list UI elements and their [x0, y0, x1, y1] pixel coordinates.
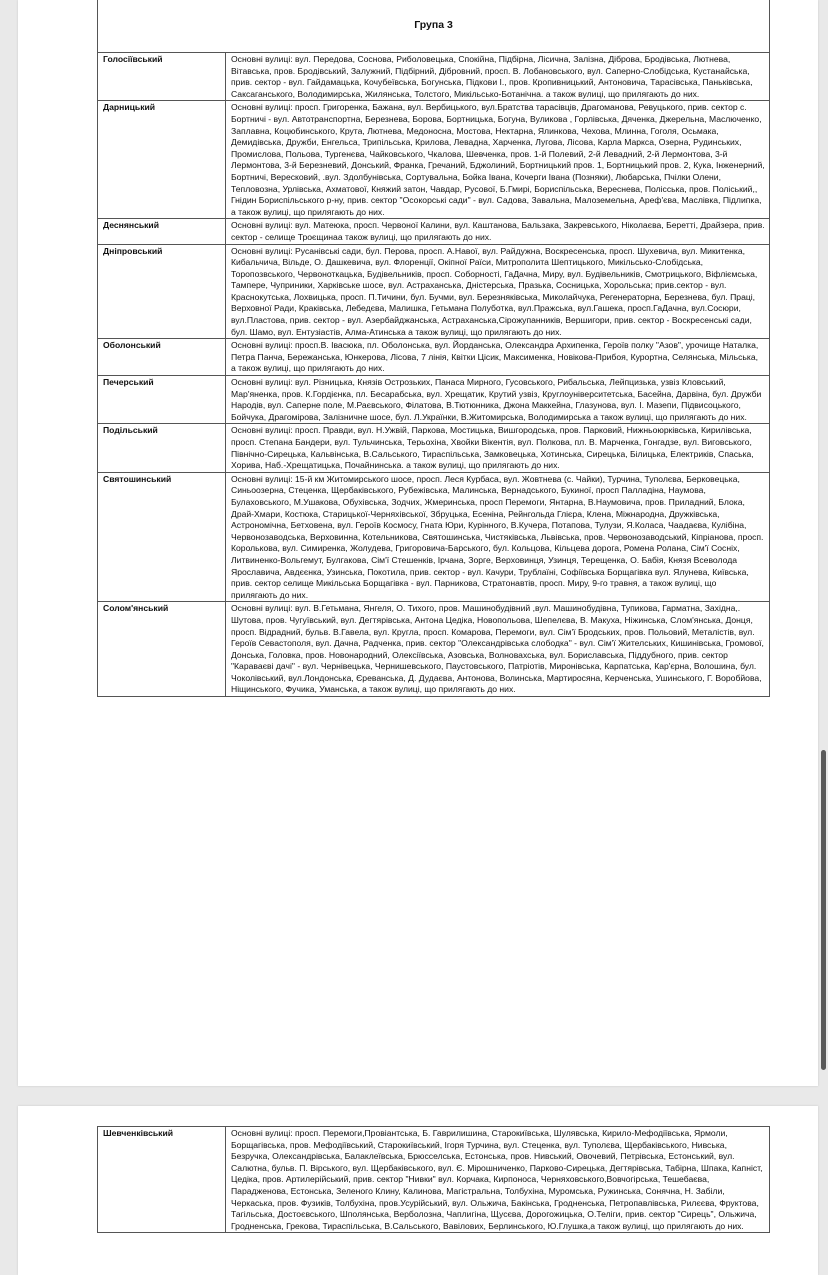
table-row: [98, 424, 770, 472]
district-streets: Основні вулиці: вул. Різницька, Князів Острозьких, Панаса Мирного, Гусовського, Рибальська, Лейпцизька, узвіз Кловський, Мар'яненка, пров. К.Гордієнка, пл. Бесарабська, вул. Хрещатик, Крутий узвіз, Круглоуніверситетська, Басейна, Дарвіна, бул. Дружби Народів, вул. Саперне поле, М.Раєвського, Філатова, В.Тютюнника, Джона Маккейна, Глазунова, вул. І. Мазепи, Підвисоцького, Бойчука, Драгомірова, Залізничне шосе, бул. Л.Українки, В.Житомирська, Володимирська а також вулиці, що прилягають до них.: [226, 376, 770, 424]
district-streets: Основні вулиці: вул. Передова, Соснова, Риболовецька, Спокійна, Підбірна, Лісична, Залізна, Діброва, Бродівська, Лютнева, Вітавська, пров. Бродівський, Залужний, Підбірний, Дібровний, просп. В. Лобановського, вул. Саперно-Слобідська, Кустанайська, прив. сектор - вул. Гайдамацька, Кочубеївська, Богунська, Підкови І., пров. Кропивницький, Антоновича, Тарасівська, Паньківська, Саксаганського, Володимирська, Жилянська, Толстого, Микільсько-Ботанічна. а також вулиці, що прилягають до них.: [226, 53, 770, 101]
district-name: Печерський: [98, 376, 226, 424]
district-name: Оболонський: [98, 339, 226, 376]
district-streets: Основні вулиці: вул. В.Гетьмана, Янгеля, О. Тихого, пров. Машинобудівний ,вул. Машинобудівна, Тупикова, Гарматна, Західна,. Шутова, пров. Чугуївський, вул. Дегтярівська, Антона Цедіка, Новопольова, Шепелєва, В. Макуха, Ніжинська, Слом'янська, Донця, просп. Відрадний, бульв. В.Гавела, вул. Кругла, просп. Комарова, Перемоги, вул. Сім'ї Бродських, пров. Польовий, Металістів, вул. Героїв Севастополя, вул. Дачна, Радченка, прив. сектор "Олександрівська слободка" - вул. Сім'ї Жителських, Кишинівська, Громової, Донська, Головка, пров. Новонародний, Олексіївська, Азовська, Волновахська, вул. Бориславська, Піддубного, прив. сектор "Караваєві дачі" - вул. Чернівецька, Чернишевського, Паустовського, Патріотів, Миронівська, Карпатська, Кар'єрна, Волошина, бул. Чоколівський, вул.Лондонська, Єреванська, Д. Дудаєва, Антонова, Волинська, Мартиросяна, Керченська, Ушинського, Г. Воробйова, Ніщинського, Фучика, Уманська, а також вулиці, що прилягають до них.: [226, 602, 770, 697]
group-title: Група 3: [98, 0, 770, 53]
district-name: Деснянський: [98, 219, 226, 244]
district-name: Солом'янський: [98, 602, 226, 697]
district-streets: Основні вулиці: просп.В. Івасюка, пл. Оболонська, вул. Йорданська, Олександра Архипенка, Героїв полку "Азов", урочище Наталка, Петра Панча, Бережанська, Юнкерова, Лісова, 7 лінія, Квітки Цісик, Максименка, Новікова-Прибоя, Курортна, Селянська, Мільська, а також вулиці, що прилягають до них.: [226, 339, 770, 376]
district-name: Дніпровський: [98, 244, 226, 339]
group-table: [97, 0, 770, 697]
table-row: [98, 376, 770, 424]
table-row: [98, 472, 770, 602]
table-header-row: [98, 0, 770, 53]
document-page-1: [18, 0, 818, 1086]
district-streets: Основні вулиці: вул. Матеюка, просп. Червоної Калини, вул. Каштанова, Бальзака, Закревського, Ніколаєва, Беретті, Драйзера, прив. сектор - селище Троєщинаа також вулиці, що прилягають до них.: [226, 219, 770, 244]
document-page-2: [18, 1106, 818, 1275]
district-streets: Основні вулиці: просп. Перемоги,Провіантська, Б. Гаврилишина, Старокиївська, Шулявська, Кирило-Мефодіївська, Ярмоли, Борщагівська, пров. Мефодіївський, Старокиївський, Ігоря Турчина, вул. Стеценка, вул. Туполєва, Щербаківського, Нивська, Безручка, Олександрівська, Балаклеївська, Брюсселська, Естонська, пров. Нивський, Овочевий, Петрівська, Естонський, вул. Салютна, бульв. П. Вірського, вул. Щербаківського, вул. Є. Мірошниченко, Парково-Сирецька, Дегтярівська, Табірна, Шпака, Капніст, Цедіка, пров. Артилерійський, прив. сектор "Нивки" вул. Корчака, Кирпоноса, Черняховського,Вовчогірська, Тешебаєва, Парадженова, Естонська, Зеленого Клину, Калинова, Магістральна, Толбухіна, Муромська, Ружинська, Сонячна, Н. Забіли, Черкаська, пров. Фузиків, Толбухіна, пров.Усурійський, вул. Ольжича, Бакінська, Гродненська, Петропавлівська, Рилєєва, Фруктова, Тагільська, Достоєвського, Шполянська, Верболозна, Чаплигіна, Щусєва, Дорогожицька, О.Теліги, прив. сектор "Сирець", Ольжича, Гродненська, Грекова, Тираспільська, В.Сальського, Вавілових, Берлинського, Ю.Глушка,а також вулиці, що прилягають до них.: [226, 1127, 770, 1233]
table-row: [98, 219, 770, 244]
scrollbar-thumb[interactable]: [821, 750, 826, 1070]
table-row: [98, 53, 770, 101]
district-streets: Основні вулиці: 15-й км Житомирського шосе, просп. Леся Курбаса, вул. Жовтнева (с. Чайки), Турчина, Туполєва, Берковецька, Синьоозерна, Стеценка, Щербаківського, Рубежівська, Малинська, Вернадського, Букиної, просп Палладіна, Наумова, Булаховського, М.Ушакова, Обухівська, Зодчих, Жмеринська, просп Перемоги, Янтарна, В.Наумовича, пров. Приладний, Блока, Драй-Хмари, Костюка, Старицької-Черняхівської, Збруцька, Есеніна, Рейнгольда Глієра, Клена, Міжнародна, Дружківська, Астрономічна, Бетховена, вул. Героїв Космосу, Гната Юри, Курінного, В.Кучера, Потапова, Тулузи, Я.Коласа, Чаадаєва, Кулібіна, Червонозаводська, Верховинна, Котельникова, Святошинська, Чистяківська, Львівська, пров. Червонозаводський, Кіпріанова, просп. Королькова, вул. Симиренка, Жолудева, Григоровича-Барського, бул. Кольцова, Кільцева дорога, Ромена Ролана, Сім'ї Сосніх, Литвиненко-Вольгемут, Булгакова, Сім'ї Стешенків, Ірчана, Зорге, Верховинця, Узинця, Терещенка, О. Бабія, Князя Всеволода Ярославича, Авдєєнка, Узинська, Покотила, прив. сектор - вул. Качури, Трублаїні, Софіївська Борщагівка вул. Ялунева, Київська, прив. сектор селище Микільська Борщагівка - вул. Парникова, Стратонавтів, просп. Миру, 9-го травня, а також вулиці, що прилягають до них.: [226, 472, 770, 602]
district-streets: Основні вулиці: просп. Григоренка, Бажана, вул. Вербицького, вул.Братства тарасівців, Драгоманова, Ревуцького, прив. сектор с. Бортничі - вул. Автотранспортна, Березнева, Борова, Бортницька, Богуна, Вуликова , Горлівська, Дяченка, Джерельна, Маслюченко, Заплавна, Коцюбинського, Крута, Лютнева, Медоноcна, Мостова, Нектарна, Ялинкова, Чехова, Млинна, Гоголя, Осьмака, Демидівська, Дружби, Енгельса, Трипільська, Крилова, Левадна, Харченка, Лугова, Лісова, Карла Маркса, Озерна, Рудинських, Промислова, Польова, Тургенєва, Чайковського, Чкалова, Шевченка, пров. 1-й Полевий, 2-й Левадний, 2-й Лермонтова, 3-й Лермонтова, 3-й Березневий, Донський, Франка, Гречаний, Бджолиний, Бортницький пров. 1, Бортницький пров. 2, Кука, Інженерний, Бортничі, Вересковий, .вул. Здолбунівська, Сортувальна, Бойка Івана, Кочерги Івана (Позняки), Любарська, Пчілки Олени, Тепловозна, Урлівська, Ахматової, Княжий затон, Чавдар, Русової, Б.Гмирі, Бориспільська, Вереснева, Полісська, пров. Поліський,, Гнідин Бориспільського р-ну, прив. сектор "Осокорські сади" - вул. Садова, Завальна, Малоземельна, Ареф'єва, Маслівка, Підлипка, а також вулиці, що прилягають до них.: [226, 101, 770, 219]
table-row: [98, 339, 770, 376]
district-streets: Основні вулиці: просп. Правди, вул. Н.Ужвій, Паркова, Мостицька, Вишгородська, пров. Парковий, Нижньоюрківська, Кирилівська, просп. Степана Бандери, вул. Тульчинська, Терьохіна, Хвойки Вікентія, вул. Полкова, пл. В. Марченка, Гонгадзе, вул. Виговського, Північно-Сирецька, Кальвінська, В.Сальського, Тираспільська, Замковецька, Хотинська, Сирецька, Білицька, Електриків, Спаська, Хорива, Наб.-Хрещатицька, Почайнинська. а також вулиці, що прилягають до них.: [226, 424, 770, 472]
table-body-continued: [98, 1127, 770, 1233]
district-streets: Основні вулиці: Русанівські сади, бул. Перова, просп. А.Навої, вул. Райдужна, Воскресенська, просп. Шухевича, вул. Микитенка, Кибальчича, Вільде, О. Дашкевича, вул. Флоренції, Окіпної Раїси, Митрополита Шептицького, Микільсько-Слобідська, Торопозвського, Червоноткацька, Будівельників, просп. Соборності, ГаДачна, Миру, вул. Будівельників, Смотрицького, Віфліємська, Тампере, Чуприники, Харківське шосе, вул. Астраханська, Дністерська, Празька, Сосницька, Хорольська; прив.сектор - вул. Краснокутська, Лохвицька, просп. П.Тичини, бул. Бучми, вул. Березняківська, Миколайчука, Регенераторна, Березнева, бул. Праці, Верховної Ради, Краківська, Лебедєва, Малишка, Гетьмана Полуботка, вул.Пражська, вул.Гашека, просп.ГаДачна, вул.Сосюри, вул.Пластова, прив. сектор - вул. Азербайджанська, Астраханська,Сірожупанників, Вершигори, прив. сектор - Воскресенські сади, бул. Шамо, вул. Ентузіастів, Алма-Атинська а також вулиці, що прилягають до них.: [226, 244, 770, 339]
table-row: [98, 1127, 770, 1233]
group-table-continued: [97, 1126, 770, 1233]
table-body: [98, 53, 770, 697]
district-name: Подільський: [98, 424, 226, 472]
district-name: Шевченківський: [98, 1127, 226, 1233]
district-name: Голосіївський: [98, 53, 226, 101]
table-row: [98, 244, 770, 339]
table-row: [98, 101, 770, 219]
table-row: [98, 602, 770, 697]
district-name: Святошинський: [98, 472, 226, 602]
district-name: Дарницький: [98, 101, 226, 219]
